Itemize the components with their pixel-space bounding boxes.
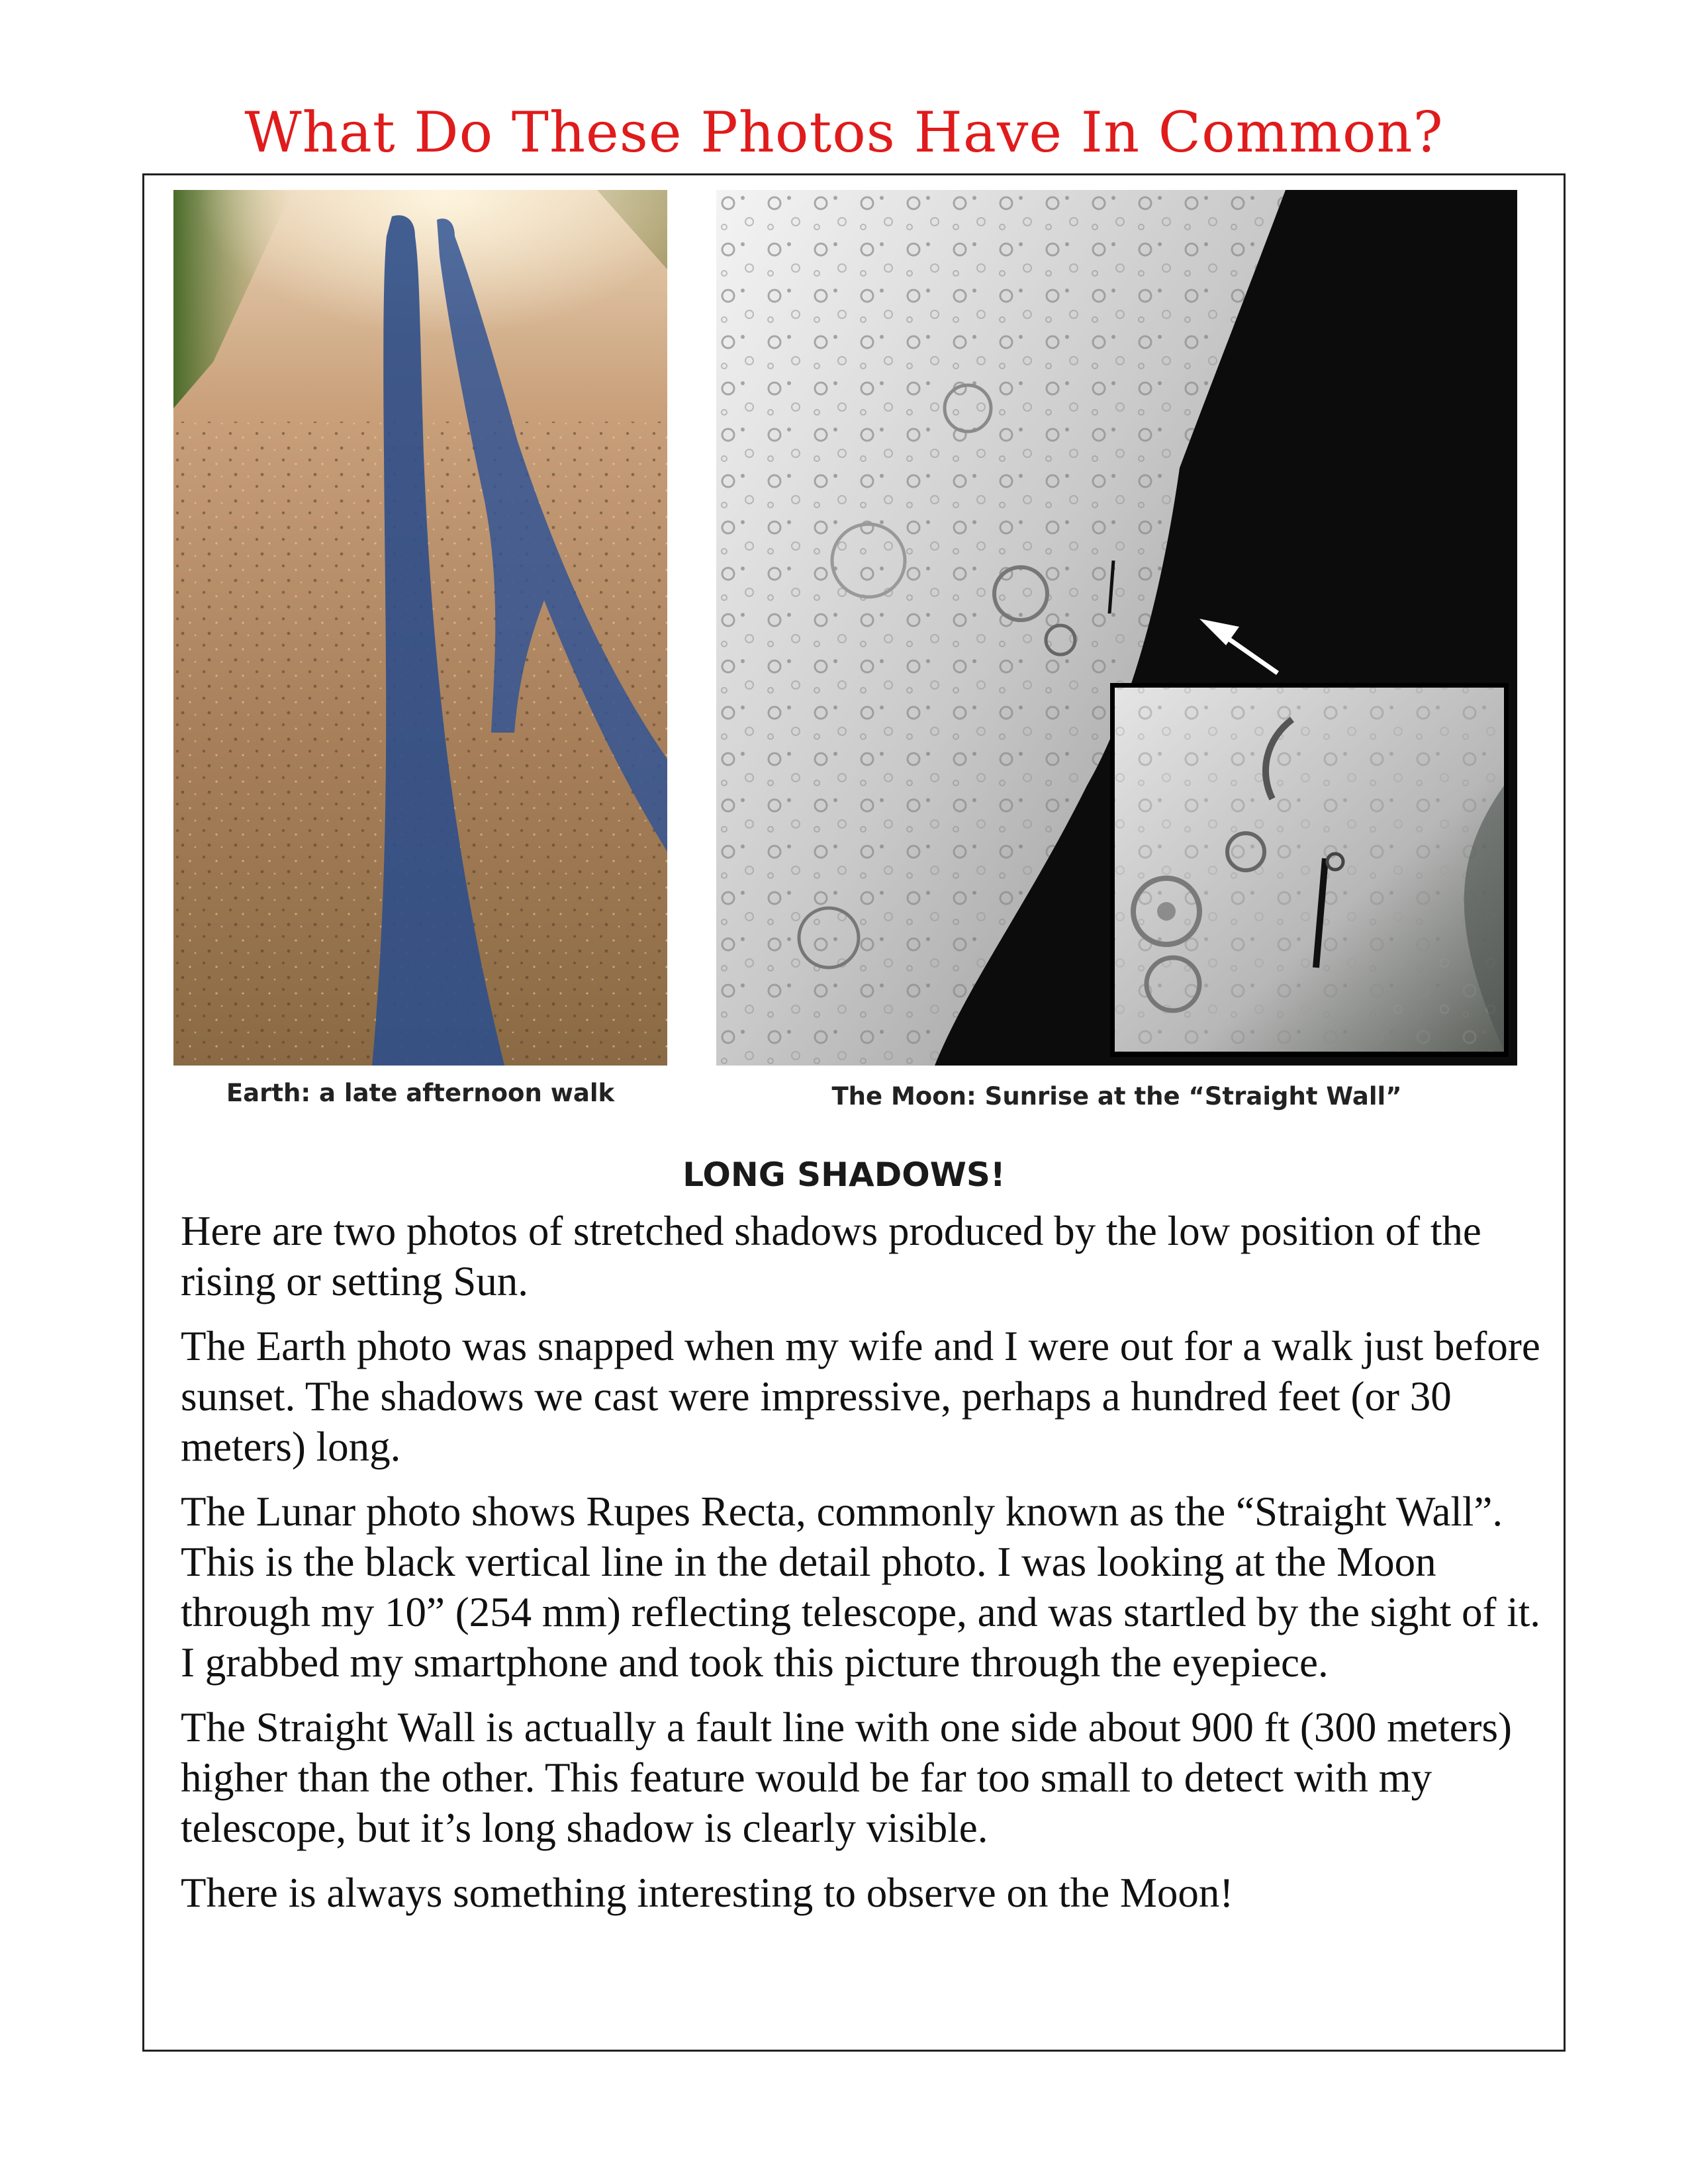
page-title: What Do These Photos Have In Common? [244,100,1444,165]
moon-straight-wall-photo [716,190,1517,1066]
paragraph-5: There is always something interesting to observe on the Moon! [181,1870,1234,1916]
earth-shadow-photo [173,190,667,1066]
body-text [181,1206,1544,1933]
paragraph-3: The Lunar photo shows Rupes Recta, commonly known as the “Straight Wall”. This is the black vertical line in the detail photo. I was looking at the Moon through my 10” (254 mm) reflecting telescope, and was startled by the sight of it. I grabbed my smartphone and took this picture through the eyepiece. [181,1488,1540,1686]
moon-photo-caption: The Moon: Sunrise at the “Straight Wall” [831,1082,1402,1111]
detail-inset [1110,683,1509,1057]
paragraph-2: The Earth photo was snapped when my wife and I were out for a walk just before sunset. The shadows we cast were impressive, perhaps a hundred feet (or 30 meters) long. [181,1323,1540,1470]
paragraph-1: Here are two photos of stretched shadows produced by the low position of the rising or setting Sun. [181,1208,1481,1304]
section-heading: LONG SHADOWS! [682,1156,1006,1194]
earth-photo-caption: Earth: a late afternoon walk [226,1079,615,1107]
paragraph-4: The Straight Wall is actually a fault line with one side about 900 ft (300 meters) higher than the other. This feature would be far too small to detect with my telescope, but it’s long shadow is clearly visible. [181,1704,1513,1851]
moon-photo-graphic [716,190,1517,1066]
earth-photo-graphic [173,190,667,1066]
